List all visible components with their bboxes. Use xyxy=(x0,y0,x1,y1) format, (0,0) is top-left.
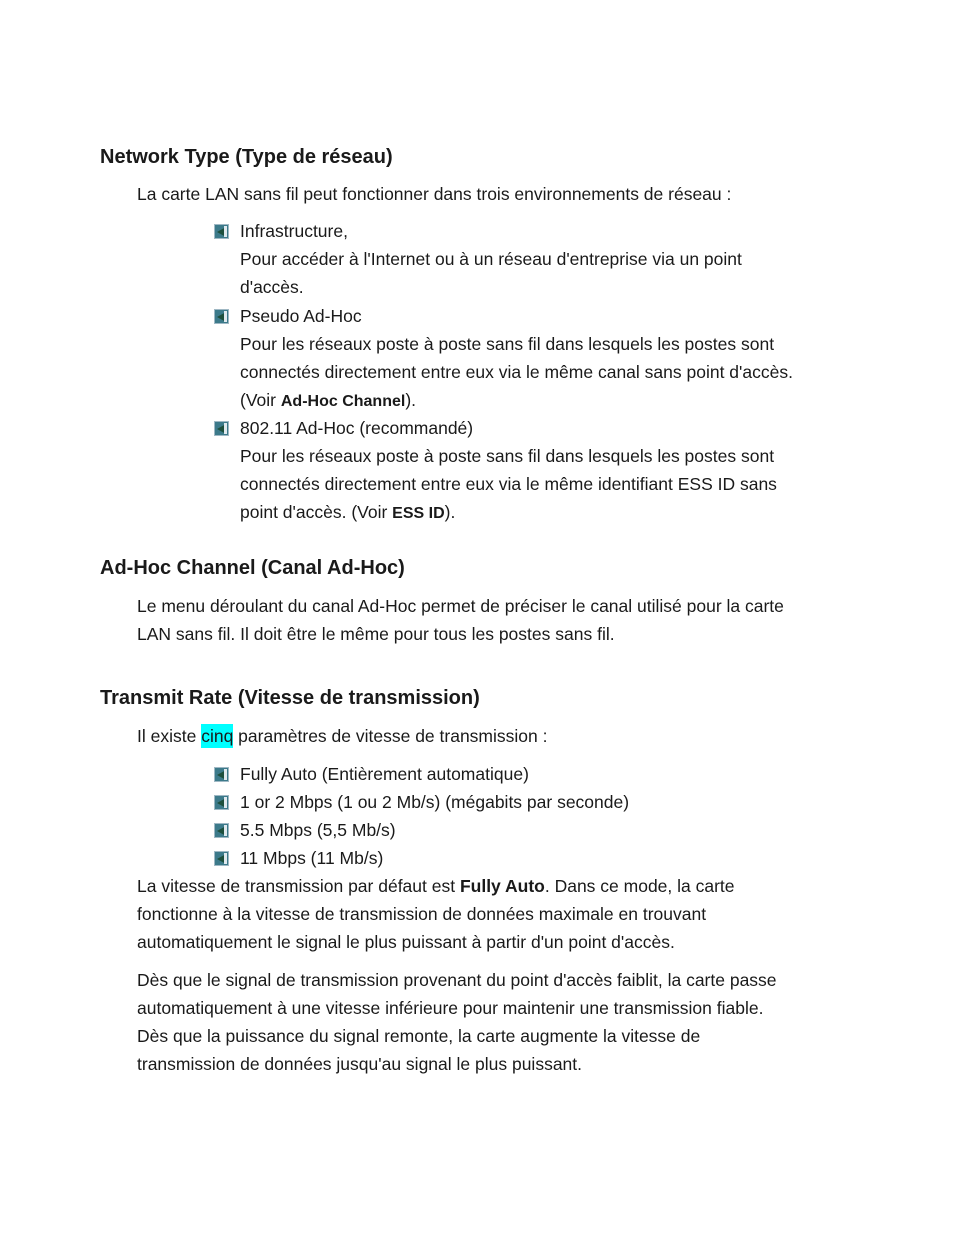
list-item-description: Pour les réseaux poste à poste sans fil dans lesquels les postes sont xyxy=(240,334,775,354)
list-item-description: connectés directement entre eux via le même canal sans point d'accès. xyxy=(240,362,793,382)
ess-id-link[interactable]: ESS ID xyxy=(392,505,445,522)
paragraph-line: Dès que le signal de transmission provenant du point d'accès faiblit, la carte passe xyxy=(137,970,777,990)
adhoc-paragraph xyxy=(137,592,862,648)
paragraph-line: transmission de données jusqu'au signal le plus puissant. xyxy=(137,1054,583,1074)
fully-auto-term: Fully Auto xyxy=(459,876,545,896)
paragraph-line: automatiquement à une vitesse inférieure pour maintenir une transmission fiable. xyxy=(137,998,764,1018)
list-item-description: Pour les réseaux poste à poste sans fil dans lesquels les postes sont xyxy=(240,446,775,466)
paragraph-line xyxy=(137,872,862,900)
rate-intro xyxy=(137,722,862,750)
list-item-label: 1 or 2 Mbps (1 ou 2 Mb/s) (mégabits par seconde) xyxy=(240,792,630,812)
reference-suffix: ). xyxy=(444,502,456,522)
reference-suffix: ). xyxy=(405,390,417,410)
list-item-label: Pseudo Ad-Hoc xyxy=(240,306,362,326)
paragraph-line: fonctionne à la vitesse de transmission de données maximale en trouvant xyxy=(137,904,707,924)
list-item-label: 11 Mbps (11 Mb/s) xyxy=(240,848,384,868)
list-item-label: 802.11 Ad-Hoc (recommandé) xyxy=(240,418,474,438)
list-item-description: connectés directement entre eux via le même identifiant ESS ID sans xyxy=(240,474,777,494)
paragraph-text: . Dans ce mode, la carte xyxy=(544,876,735,896)
list-item-label: Infrastructure, xyxy=(240,221,348,241)
bullet-icon xyxy=(214,795,229,810)
bullet-icon xyxy=(214,421,229,436)
paragraph-line: Dès que la puissance du signal remonte, la carte augmente la vitesse de xyxy=(137,1026,701,1046)
adhoc-channel-link[interactable]: Ad-Hoc Channel xyxy=(280,393,406,410)
paragraph-line: Le menu déroulant du canal Ad-Hoc permet de préciser le canal utilisé pour la carte xyxy=(137,596,784,616)
list-item-label: 5.5 Mbps (5,5 Mb/s) xyxy=(240,820,396,840)
bullet-icon xyxy=(214,851,229,866)
bullet-icon xyxy=(214,309,229,324)
reference-prefix: point d'accès. (Voir xyxy=(240,502,393,522)
section-title-adhoc-channel: Ad-Hoc Channel (Canal Ad-Hoc) xyxy=(100,557,405,579)
bullet-icon xyxy=(214,224,229,239)
rate-paragraph-2 xyxy=(137,966,862,1078)
rate-paragraph-1 xyxy=(137,872,862,956)
section-title-network-type: Network Type (Type de réseau) xyxy=(100,146,393,168)
list-item-description: d'accès. xyxy=(240,277,304,297)
section-title-transmit-rate: Transmit Rate (Vitesse de transmission) xyxy=(100,687,480,709)
paragraph-text: La vitesse de transmission par défaut est xyxy=(137,876,460,896)
bullet-icon xyxy=(214,767,229,782)
list-item-description: Pour accéder à l'Internet ou à un réseau d'entreprise via un point xyxy=(240,249,742,269)
network-intro: La carte LAN sans fil peut fonctionner dans trois environnements de réseau : xyxy=(137,184,732,204)
list-item-label: Fully Auto (Entièrement automatique) xyxy=(240,764,529,784)
intro-prefix: Il existe xyxy=(137,726,202,746)
highlighted-word: cinq xyxy=(201,726,234,746)
bullet-icon xyxy=(214,823,229,838)
list-item-reference xyxy=(240,498,777,526)
list-item-reference xyxy=(240,386,793,414)
paragraph-line: LAN sans fil. Il doit être le même pour tous les postes sans fil. xyxy=(137,624,615,644)
reference-prefix: (Voir xyxy=(240,390,281,410)
intro-suffix: paramètres de vitesse de transmission : xyxy=(233,726,548,746)
paragraph-line: automatiquement le signal le plus puissant à partir d'un point d'accès. xyxy=(137,932,675,952)
